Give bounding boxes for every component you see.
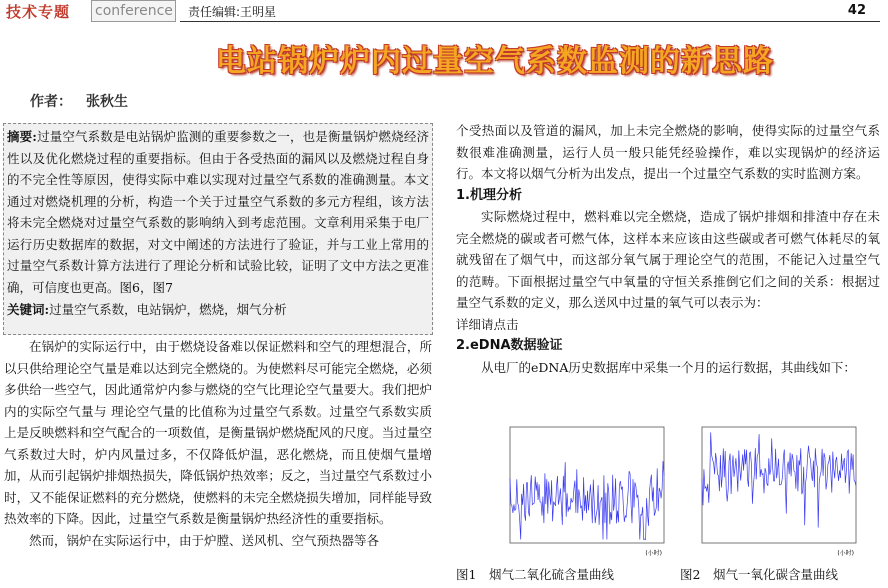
co-curve-chart: [688, 423, 868, 563]
abstract-text: 过量空气系数是电站锅炉监测的重要参数之一，也是衡量锅炉燃烧经济性以及优化燃烧过程的重要指标。但由于各受热面的漏风以及燃烧过程自身的不完全性等原因，使得实际中难以实现对过量空气系数的准确测量。本文通过对燃烧机理的分析，构造一个关于过量空气系数的多元方程组，该方法将未完全燃烧对过量空气系数的影响纳入到考虑范围。文章利用采集于电厂运行历史数据库的数据，对文中阐述的方法进行了验证，并与工业上常用的过量空气系数计算方法进行了理论分析和试验比较，证明了文中方法之更准确，可信度也更高。图6，图7: [7, 129, 429, 295]
author-label: 作者：: [30, 94, 72, 110]
however-paragraph: 然而，锅炉在实际运行中，由于炉膛、送风机、空气预热器等各: [29, 532, 380, 548]
abstract-box: [3, 123, 433, 335]
continued-paragraph: 个受热面以及管道的漏风，加上未完全燃烧的影响，使得实际的过量空气系数很难准确测量，运行人员一般只能凭经验操作，难以实现锅炉的经济运行。本文将以烟气分析为出发点，提出一个过量空气系数的实时监测方案。: [456, 123, 880, 181]
right-column-body: [456, 120, 880, 378]
left-column-body: [4, 336, 432, 551]
keywords-text: 过量空气系数，电站锅炉，燃烧，烟气分析: [49, 302, 287, 317]
data-curve: [702, 432, 856, 527]
edna-paragraph: 从电厂的eDNA历史数据库中采集一个月的运行数据，其曲线如下：: [481, 359, 856, 375]
so2-curve-chart: [496, 423, 676, 563]
figure-1-caption: 图1 烟气二氧化硫含量曲线: [456, 567, 614, 582]
plot-frame: [702, 427, 856, 543]
header-divider: [180, 21, 880, 22]
plot-frame: [510, 427, 664, 543]
section-heading-edna: 2.eDNA数据验证: [456, 338, 563, 353]
x-axis-unit-label: (小时): [837, 550, 854, 557]
section-tag: 技术专题: [6, 3, 71, 21]
x-axis-unit-label: (小时): [645, 550, 662, 557]
data-curve: [510, 461, 664, 540]
editor-credit: 责任编辑:王明星: [188, 5, 277, 19]
author-name: 张秋生: [86, 94, 128, 110]
detail-link[interactable]: 详细请点击: [456, 316, 519, 332]
figure-2-plot: [688, 423, 868, 563]
keywords-label: 关键词:: [7, 302, 50, 317]
author-line: [30, 91, 128, 111]
abstract-label: 摘要:: [7, 129, 37, 144]
section-heading-mechanism: 1.机理分析: [456, 187, 522, 203]
mechanism-paragraph: 实际燃烧过程中，燃料难以完全燃烧，造成了锅炉排烟和排渣中存在未完全燃烧的碳或者可燃气体，这样本来应该由这些碳或者可燃气体耗尽的氧就残留在了烟气中，而这部分氧气属于理论空气的范围，不能记入过量空气的范畴。下面根据过量空气中氧量的守恒关系推倒它们之间的关系：根据过量空气系数的定义，那么送风中过量的氧气可以表示为：: [456, 209, 880, 310]
section-subtag: conference: [91, 0, 176, 22]
page-number: 42: [847, 3, 866, 18]
article-title: 电站锅炉炉内过量空气系数监测的新思路: [216, 44, 774, 79]
figure-2-caption: 图2 烟气一氧化碳含量曲线: [680, 567, 838, 582]
page-header: [0, 0, 888, 22]
figure-1-plot: [496, 423, 676, 563]
intro-paragraph: 在锅炉的实际运行中，由于燃烧设备难以保证燃料和空气的理想混合，所以只供给理论空气量是难以达到完全燃烧的。为使燃料尽可能完全燃烧，必须多供给一些空气，因此通常炉内参与燃烧的空气比理论空气量要大。我们把炉内的实际空气量与 理论空气量的比值称为过量空气系数。过量空气系数实质上是反映燃料和空气配合的一项数值，是衡量锅炉燃烧配风的尺度。当过量空气系数过大时，炉内风量过多，不仅降低炉温，恶化燃烧，而且使烟气量增加，从而引起锅炉排烟热损失，降低锅炉热效率；反之，当过量空气系数过小时，又不能保证燃料的充分燃烧，使燃料的未完全燃烧损失增加，同样能导致热效率的下降。因此，过量空气系数是衡量锅炉热经济性的重要指标。: [4, 339, 432, 526]
